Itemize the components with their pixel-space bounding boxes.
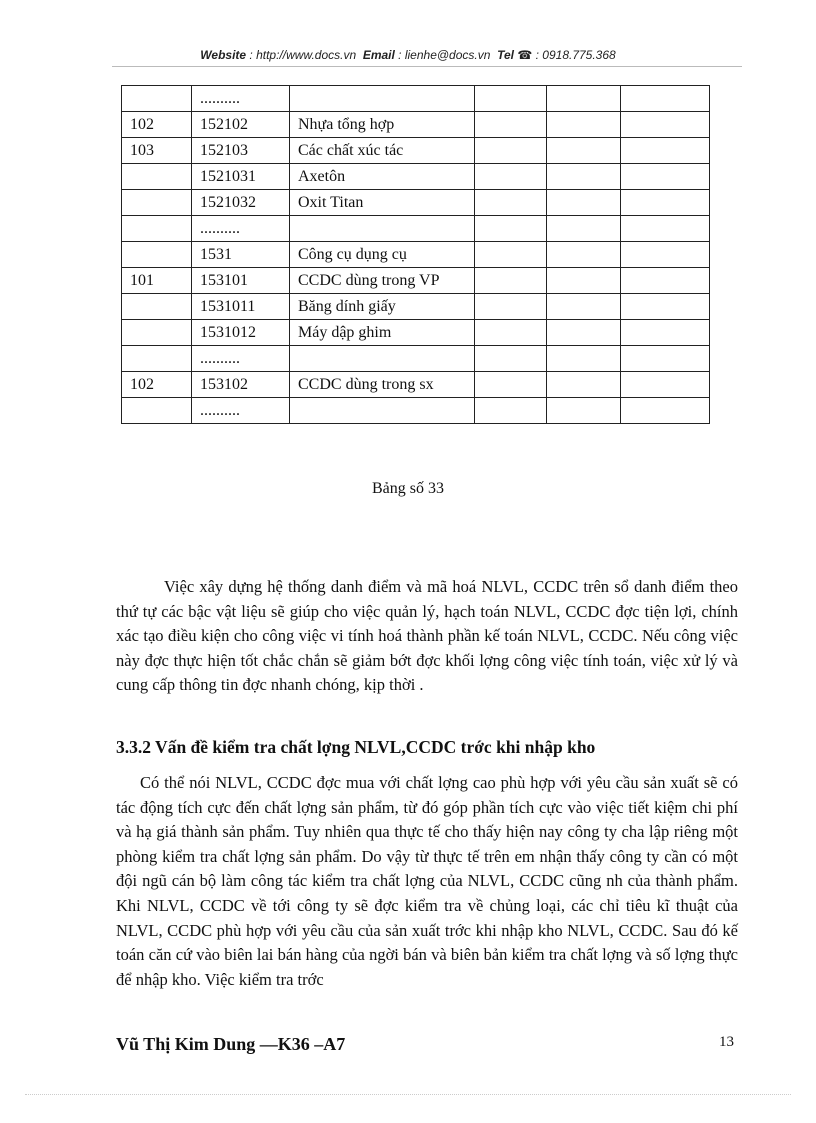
table-row bbox=[122, 216, 710, 242]
table-cell bbox=[547, 372, 621, 398]
table-cell bbox=[290, 216, 475, 242]
table-cell bbox=[547, 268, 621, 294]
tel-value: : 0918.775.368 bbox=[535, 48, 616, 62]
table-cell: CCDC dùng trong VP bbox=[290, 268, 475, 294]
bottom-divider bbox=[25, 1094, 791, 1095]
table-cell bbox=[475, 398, 547, 424]
table-row bbox=[122, 242, 710, 268]
table-cell: 102 bbox=[122, 112, 192, 138]
table-cell: 152103 bbox=[192, 138, 290, 164]
table-cell bbox=[122, 164, 192, 190]
table-cell bbox=[475, 242, 547, 268]
table-row bbox=[122, 190, 710, 216]
paragraph-intro: Việc xây dựng hệ thống danh điểm và mã hoá NLVL, CCDC trên sổ danh điểm theo thứ tự các bậc vật liệu sẽ giúp cho việc quản lý, hạch toán NLVL, CCDC đợc tiện lợi, chính xác tạo điều kiện cho công việc vi tính hoá thành phần kế toán NLVL, CCDC. Nếu công việc này đợc thực hiện tốt chắc chắn sẽ giảm bớt đợc khối lợng công việc tính toán, việc xử lý và cung cấp thông tin đợc nhanh chóng, kịp thời . bbox=[116, 577, 738, 695]
table-cell: 153101 bbox=[192, 268, 290, 294]
table-cell bbox=[290, 398, 475, 424]
table-cell bbox=[475, 372, 547, 398]
table-cell bbox=[621, 346, 710, 372]
website-label: Website bbox=[200, 48, 247, 62]
table-cell bbox=[621, 268, 710, 294]
table-row bbox=[122, 112, 710, 138]
table-cell bbox=[290, 86, 475, 112]
table-row bbox=[122, 320, 710, 346]
table-cell bbox=[621, 216, 710, 242]
table-cell bbox=[547, 320, 621, 346]
table-cell bbox=[621, 164, 710, 190]
table-cell bbox=[122, 294, 192, 320]
table-cell: Nhựa tổng hợp bbox=[290, 112, 475, 138]
section-heading: 3.3.2 Vấn đề kiểm tra chất lợng NLVL,CCDC trớc khi nhập kho bbox=[116, 737, 596, 757]
table-row bbox=[122, 346, 710, 372]
footer-author: Vũ Thị Kim Dung —K36 –A7 bbox=[116, 1034, 346, 1054]
table-caption: Bảng số 33 bbox=[372, 480, 444, 497]
table-cell bbox=[475, 190, 547, 216]
table-row bbox=[122, 294, 710, 320]
table-cell bbox=[475, 268, 547, 294]
table-cell: .......... bbox=[192, 216, 290, 242]
header-divider bbox=[112, 66, 742, 67]
table-cell bbox=[621, 112, 710, 138]
table-cell bbox=[122, 346, 192, 372]
email-value: : lienhe@docs.vn bbox=[398, 48, 491, 62]
table-cell: 1531 bbox=[192, 242, 290, 268]
table-cell: .......... bbox=[192, 86, 290, 112]
table-cell bbox=[547, 164, 621, 190]
table-cell bbox=[122, 86, 192, 112]
table-cell bbox=[475, 216, 547, 242]
table-row bbox=[122, 268, 710, 294]
email-label: Email bbox=[362, 48, 395, 62]
table-cell bbox=[122, 216, 192, 242]
table-cell bbox=[621, 242, 710, 268]
table-cell: Máy dập ghim bbox=[290, 320, 475, 346]
table-cell bbox=[122, 398, 192, 424]
table-cell bbox=[547, 112, 621, 138]
table-cell: 153102 bbox=[192, 372, 290, 398]
table-cell bbox=[475, 138, 547, 164]
table-cell bbox=[621, 86, 710, 112]
table-cell: 1521031 bbox=[192, 164, 290, 190]
table-cell: Công cụ dụng cụ bbox=[290, 242, 475, 268]
table-row bbox=[122, 138, 710, 164]
table-cell bbox=[547, 346, 621, 372]
table-cell bbox=[475, 320, 547, 346]
page-header bbox=[0, 48, 816, 62]
table-row bbox=[122, 164, 710, 190]
website-value: : http://www.docs.vn bbox=[249, 48, 357, 62]
table-cell bbox=[290, 346, 475, 372]
material-code-table bbox=[121, 85, 710, 424]
table-cell bbox=[475, 164, 547, 190]
table-row bbox=[122, 372, 710, 398]
table-cell bbox=[547, 398, 621, 424]
table-cell bbox=[547, 216, 621, 242]
table-cell bbox=[122, 242, 192, 268]
table-cell bbox=[475, 112, 547, 138]
table-cell bbox=[547, 294, 621, 320]
table-cell: .......... bbox=[192, 398, 290, 424]
table-cell bbox=[621, 320, 710, 346]
table-cell bbox=[475, 346, 547, 372]
table-cell bbox=[621, 190, 710, 216]
table-cell bbox=[475, 86, 547, 112]
table-cell: 1521032 bbox=[192, 190, 290, 216]
table-row bbox=[122, 398, 710, 424]
table-cell: 101 bbox=[122, 268, 192, 294]
table-row bbox=[122, 86, 710, 112]
table-cell: CCDC dùng trong sx bbox=[290, 372, 475, 398]
table-cell bbox=[621, 372, 710, 398]
table-cell bbox=[122, 190, 192, 216]
table-cell bbox=[621, 138, 710, 164]
table-cell: 103 bbox=[122, 138, 192, 164]
page-number: 13 bbox=[719, 1034, 734, 1050]
table-cell bbox=[475, 294, 547, 320]
table-cell: Oxit Titan bbox=[290, 190, 475, 216]
table-cell: Các chất xúc tác bbox=[290, 138, 475, 164]
table-cell: Băng dính giấy bbox=[290, 294, 475, 320]
table-cell: 152102 bbox=[192, 112, 290, 138]
table-cell: 1531011 bbox=[192, 294, 290, 320]
table-cell bbox=[621, 294, 710, 320]
table-cell bbox=[122, 320, 192, 346]
table-cell: 102 bbox=[122, 372, 192, 398]
phone-icon: ☎ bbox=[517, 48, 533, 62]
table-cell bbox=[547, 138, 621, 164]
table-cell bbox=[547, 86, 621, 112]
table-cell bbox=[621, 398, 710, 424]
table-cell: 1531012 bbox=[192, 320, 290, 346]
table-cell: Axetôn bbox=[290, 164, 475, 190]
table-cell: .......... bbox=[192, 346, 290, 372]
table-cell bbox=[547, 242, 621, 268]
table-cell bbox=[547, 190, 621, 216]
tel-label: Tel bbox=[497, 48, 514, 62]
paragraph-quality-check: Có thể nói NLVL, CCDC đợc mua với chất lợng cao phù hợp với yêu cầu sản xuất sẽ có tác động tích cực đến chất lợng sản phẩm, từ đó góp phần tích cực vào việc tiết kiệm chi phí và hạ giá thành sản phẩm. Tuy nhiên qua thực tế cho thấy hiện nay công ty cha lập riêng một phòng kiểm tra chất lợng sản phẩm. Do vậy từ thực tế trên em nhận thấy công ty cần có một đội ngũ cán bộ làm công tác kiểm tra chất lợng của NLVL, CCDC cũng nh của thành phẩm. Khi NLVL, CCDC về tới công ty sẽ đợc kiểm tra về chủng loại, các chỉ tiêu kĩ thuật của NLVL, CCDC phù hợp với yêu cầu của sản xuất trớc khi nhập kho NLVL, CCDC. Sau đó kế toán căn cứ vào biên lai bán hàng của ngời bán và biên bản kiểm tra chất lợng và số lợng thực để nhập kho. Việc kiểm tra trớc bbox=[116, 773, 738, 989]
